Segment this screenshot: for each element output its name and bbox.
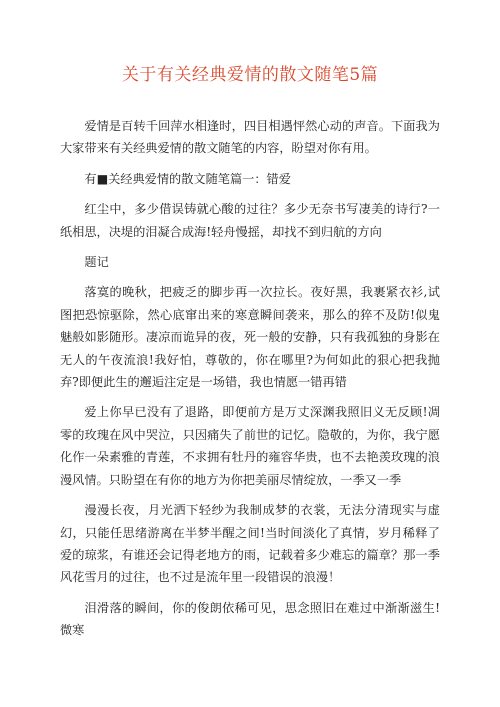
paragraph: 题记	[84, 255, 109, 270]
paragraph: 有■关经典爱情的散文随笔篇一：错爱	[84, 171, 291, 186]
paragraph: 爱上你早已没有了退路，即便前方是万丈深渊我照旧义无反顾!凋零的玫瑰在风中哭泣，只因痛失了前世的记忆。隐敬的，为你，我宁愿化作一朵素雅的青莲，不求拥有牡丹的雍容华贵，也不去艳羡玫瑰的浪漫风情。只盼望在有你的地方为你把美丽尽情绽放，一季又一季	[60, 405, 440, 487]
paragraph: 爱情是百转千回萍水相逢时，四目相遇怦然心动的声音。下面我为大家带来有关经典爱情的散文随笔的内容，盼望对你有用。	[60, 119, 440, 156]
document-title: 关于有关经典爱情的散文随笔5篇	[121, 65, 379, 85]
paragraph: 漫漫长夜，月光洒下轻纱为我制成梦的衣裳，无法分清现实与虚幻，只能任思绪游离在半梦半醒之间!当时间淡化了真情，岁月稀释了爱的琼浆，有谁还会记得老地方的雨，记载着多少难忘的篇章？那一季风花雪月的过往，也不过是流年里一段错误的浪漫！	[60, 503, 440, 585]
paragraph: 落寞的晚秋，把疲乏的脚步再一次拉长。夜好黑，我裹紧衣衫,试图把恐惊驱除，然心底窜出来的寒意瞬间袭来，那么的猝不及防!似鬼魅般如影随形。凄凉而诡异的夜，死一般的安静，只有我孤独的身影在无人的午夜流浪!我好怕，尊敬的，你在哪里?为何如此的狠心把我抛弃?即便此生的邂逅注定是一场错，我也情愿一错再错	[60, 285, 440, 390]
paragraph: 泪滑落的瞬间，你的俊朗依稀可见，思念照旧在难过中渐渐滋生!微寒	[60, 600, 440, 638]
paragraph: 红尘中，多少借误铸就心酸的过往？多少无奈书写凄美的诗行?一纸相思，决堤的泪凝合成海!轻舟慢摇，却找不到归航的方向	[60, 202, 440, 239]
document-body	[60, 115, 440, 642]
